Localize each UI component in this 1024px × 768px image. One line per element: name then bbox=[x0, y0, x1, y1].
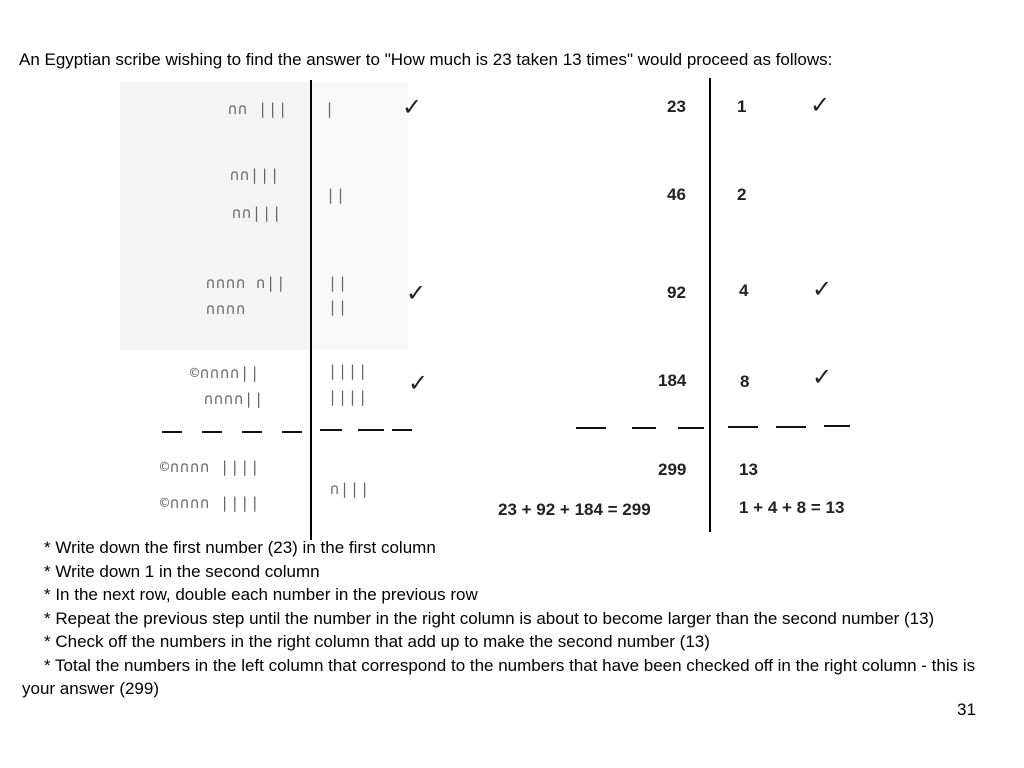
left-value-2: 46 bbox=[667, 185, 686, 204]
hieratic-total-left-b: ©∩∩∩∩ |||| bbox=[160, 494, 261, 512]
separator-dash bbox=[728, 426, 758, 428]
hieratic-left-2b: ∩∩||| bbox=[232, 204, 283, 222]
left-value-4: 184 bbox=[658, 371, 687, 390]
check-icon: ✓ bbox=[406, 280, 427, 307]
figure-background-mid bbox=[308, 82, 408, 350]
separator-dash bbox=[202, 431, 222, 433]
separator-dash bbox=[242, 431, 262, 433]
hieratic-total-right: ∩||| bbox=[330, 480, 371, 498]
check-icon: ✓ bbox=[812, 276, 833, 303]
left-sum: 23 + 92 + 184 = 299 bbox=[498, 500, 651, 519]
separator-dash bbox=[320, 429, 342, 431]
hieratic-right-2: || bbox=[326, 186, 347, 204]
right-value-3: 4 bbox=[739, 281, 749, 300]
hieratic-left-2a: ∩∩||| bbox=[230, 166, 281, 184]
hieratic-right-4b: |||| bbox=[328, 388, 369, 406]
separator-dash bbox=[776, 426, 806, 428]
hieratic-right-4a: |||| bbox=[328, 362, 369, 380]
hieratic-right-1: | bbox=[325, 100, 336, 118]
hieratic-left-4b: ∩∩∩∩|| bbox=[204, 390, 265, 408]
separator-dash bbox=[162, 431, 182, 433]
hieratic-left-3a: ∩∩∩∩ ∩|| bbox=[206, 274, 287, 292]
left-total: 299 bbox=[658, 460, 687, 479]
hieratic-left-3b: ∩∩∩∩ bbox=[206, 300, 247, 318]
check-icon: ✓ bbox=[812, 364, 833, 391]
step-item: * Check off the numbers in the right column that add up to make the second number (13) bbox=[44, 632, 710, 651]
right-value-2: 2 bbox=[737, 185, 747, 204]
right-value-1: 1 bbox=[737, 97, 747, 116]
right-sum: 1 + 4 + 8 = 13 bbox=[739, 498, 845, 517]
right-value-4: 8 bbox=[740, 372, 750, 391]
page-number: 31 bbox=[957, 700, 976, 719]
hieratic-right-3b: || bbox=[328, 298, 349, 316]
right-total: 13 bbox=[739, 460, 758, 479]
step-item: * Write down the first number (23) in the first column bbox=[44, 538, 436, 557]
separator-dash bbox=[576, 427, 606, 429]
check-icon: ✓ bbox=[408, 370, 429, 397]
separator-dash bbox=[824, 425, 850, 427]
step-item: * Repeat the previous step until the number in the right column is about to become larger than the second number (13) bbox=[44, 608, 935, 628]
separator-dash bbox=[632, 427, 656, 429]
intro-text: An Egyptian scribe wishing to find the answer to "How much is 23 taken 13 times" would proceed as follows: bbox=[19, 50, 833, 69]
hieratic-right-3a: || bbox=[328, 274, 349, 292]
separator-dash bbox=[392, 429, 412, 431]
hieratic-left-4a: ©∩∩∩∩|| bbox=[190, 364, 261, 382]
step-item: * In the next row, double each number in the previous row bbox=[44, 585, 478, 604]
separator-dash bbox=[678, 427, 704, 429]
step-item: * Write down 1 in the second column bbox=[44, 561, 320, 581]
separator-dash bbox=[358, 429, 384, 431]
check-icon: ✓ bbox=[402, 94, 423, 121]
steps-list bbox=[22, 536, 1012, 701]
multiplication-figure bbox=[120, 76, 860, 540]
hieratic-divider bbox=[310, 80, 312, 540]
left-value-1: 23 bbox=[667, 97, 686, 116]
left-value-3: 92 bbox=[667, 283, 686, 302]
hieratic-left-1: ∩∩ ||| bbox=[228, 100, 289, 118]
check-icon: ✓ bbox=[810, 92, 831, 119]
step-item: * Total the numbers in the left column that correspond to the numbers that have been checked off in the right column - this is your answer (299) bbox=[22, 655, 976, 698]
arabic-divider bbox=[709, 78, 711, 532]
hieratic-total-left-a: ©∩∩∩∩ |||| bbox=[160, 458, 261, 476]
separator-dash bbox=[282, 431, 302, 433]
